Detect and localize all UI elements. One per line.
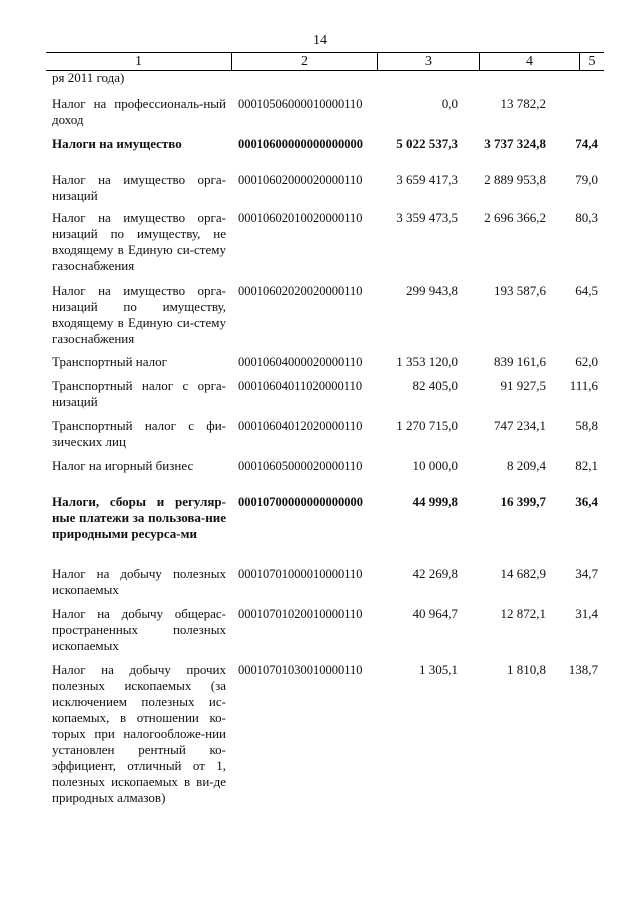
row-value-3: 0,0	[441, 96, 458, 111]
row-value-5: 138,7	[568, 662, 598, 677]
row-value-4: 14 682,9	[500, 566, 546, 581]
row-value-4: 193 587,6	[494, 283, 546, 298]
row-code: 00010700000000000000	[238, 495, 363, 509]
row-code: 00010701030010000110	[238, 663, 363, 677]
row-value-4: 8 209,4	[507, 458, 546, 473]
row-value-4: 2 696 366,2	[484, 210, 546, 225]
row-value-4: 91 927,5	[500, 378, 546, 393]
row-value-3: 3 659 417,3	[396, 172, 458, 187]
row-code: 00010701020010000110	[238, 607, 363, 621]
row-name: Налог на профессиональ-ный доход	[52, 96, 226, 127]
row-code: 00010701000010000110	[238, 567, 363, 581]
row-value-5: 111,6	[569, 378, 598, 393]
row-code: 00010604011020000110	[238, 379, 363, 393]
row-value-5: 34,7	[575, 566, 598, 581]
row-value-5: 80,3	[575, 210, 598, 225]
row-value-3: 1 305,1	[419, 662, 458, 677]
row-value-3: 299 943,8	[406, 283, 458, 298]
row-value-4: 16 399,7	[500, 494, 546, 509]
row-value-4: 2 889 953,8	[484, 172, 546, 187]
header-col-1: 1	[46, 53, 232, 70]
row-code: 00010600000000000000	[238, 137, 363, 151]
row-name: Налог на игорный бизнес	[52, 458, 194, 473]
row-name: Транспортный налог	[52, 354, 167, 369]
row-value-4: 13 782,2	[500, 96, 546, 111]
row-code: 00010604000020000110	[238, 355, 363, 369]
row-value-3: 82 405,0	[412, 378, 458, 393]
row-value-5: 36,4	[575, 494, 598, 509]
row-value-3: 1 353 120,0	[396, 354, 458, 369]
row-code: 00010506000010000110	[238, 97, 363, 111]
row-value-3: 3 359 473,5	[396, 210, 458, 225]
row-code: 00010605000020000110	[238, 459, 363, 473]
row-value-3: 42 269,8	[412, 566, 458, 581]
row-name: Налог на имущество орга-низаций по имуществу, входящему в Единую си-стему газоснабжения	[52, 283, 226, 346]
row-name: Налог на добычу прочих полезных ископаемых (за исключением полезных ис-копаемых, в отношении ко-торых при налогообложе-нии установлен рентный ко-эффициент, отличный от 1, полезных ископаемых в ви-де природных алмазов)	[52, 662, 226, 805]
row-name: ря 2011 года)	[52, 70, 125, 85]
row-name: Налог на имущество орга-низаций по имуществу, не входящему в Единую си-стему газоснабжения	[52, 210, 226, 273]
row-value-5: 58,8	[575, 418, 598, 433]
row-value-4: 12 872,1	[500, 606, 546, 621]
row-value-3: 40 964,7	[412, 606, 458, 621]
row-value-5: 31,4	[575, 606, 598, 621]
row-value-4: 3 737 324,8	[484, 136, 546, 151]
row-value-3: 44 999,8	[412, 494, 458, 509]
row-value-5: 64,5	[575, 283, 598, 298]
row-value-4: 839 161,6	[494, 354, 546, 369]
row-name: Транспортный налог с орга-низаций	[52, 378, 226, 409]
row-name: Налог на добычу общерас-пространенных полезных ископаемых	[52, 606, 226, 653]
row-value-3: 1 270 715,0	[396, 418, 458, 433]
row-value-5: 74,4	[575, 136, 598, 151]
row-value-3: 10 000,0	[412, 458, 458, 473]
header-col-2: 2	[232, 53, 378, 70]
row-code: 00010602000020000110	[238, 173, 363, 187]
row-name: Налог на добычу полезных ископаемых	[52, 566, 226, 597]
row-value-5: 79,0	[575, 172, 598, 187]
row-value-5: 62,0	[575, 354, 598, 369]
row-code: 00010602020020000110	[238, 284, 363, 298]
row-code: 00010602010020000110	[238, 211, 363, 225]
header-col-5: 5	[588, 54, 596, 69]
header-col-3: 3	[378, 53, 480, 70]
row-name: Транспортный налог с фи-зических лиц	[52, 418, 226, 449]
row-name: Налоги на имущество	[52, 136, 182, 151]
row-value-4: 1 810,8	[507, 662, 546, 677]
row-value-4: 747 234,1	[494, 418, 546, 433]
row-value-5: 82,1	[575, 458, 598, 473]
row-value-3: 5 022 537,3	[396, 136, 458, 151]
page-number: 14	[313, 33, 327, 48]
header-col-4: 4	[480, 53, 580, 70]
table-header	[46, 52, 604, 71]
row-code: 00010604012020000110	[238, 419, 363, 433]
row-name: Налог на имущество орга-низаций	[52, 172, 226, 203]
row-name: Налоги, сборы и регуляр-ные платежи за пользова-ние природными ресурса-ми	[52, 494, 226, 541]
